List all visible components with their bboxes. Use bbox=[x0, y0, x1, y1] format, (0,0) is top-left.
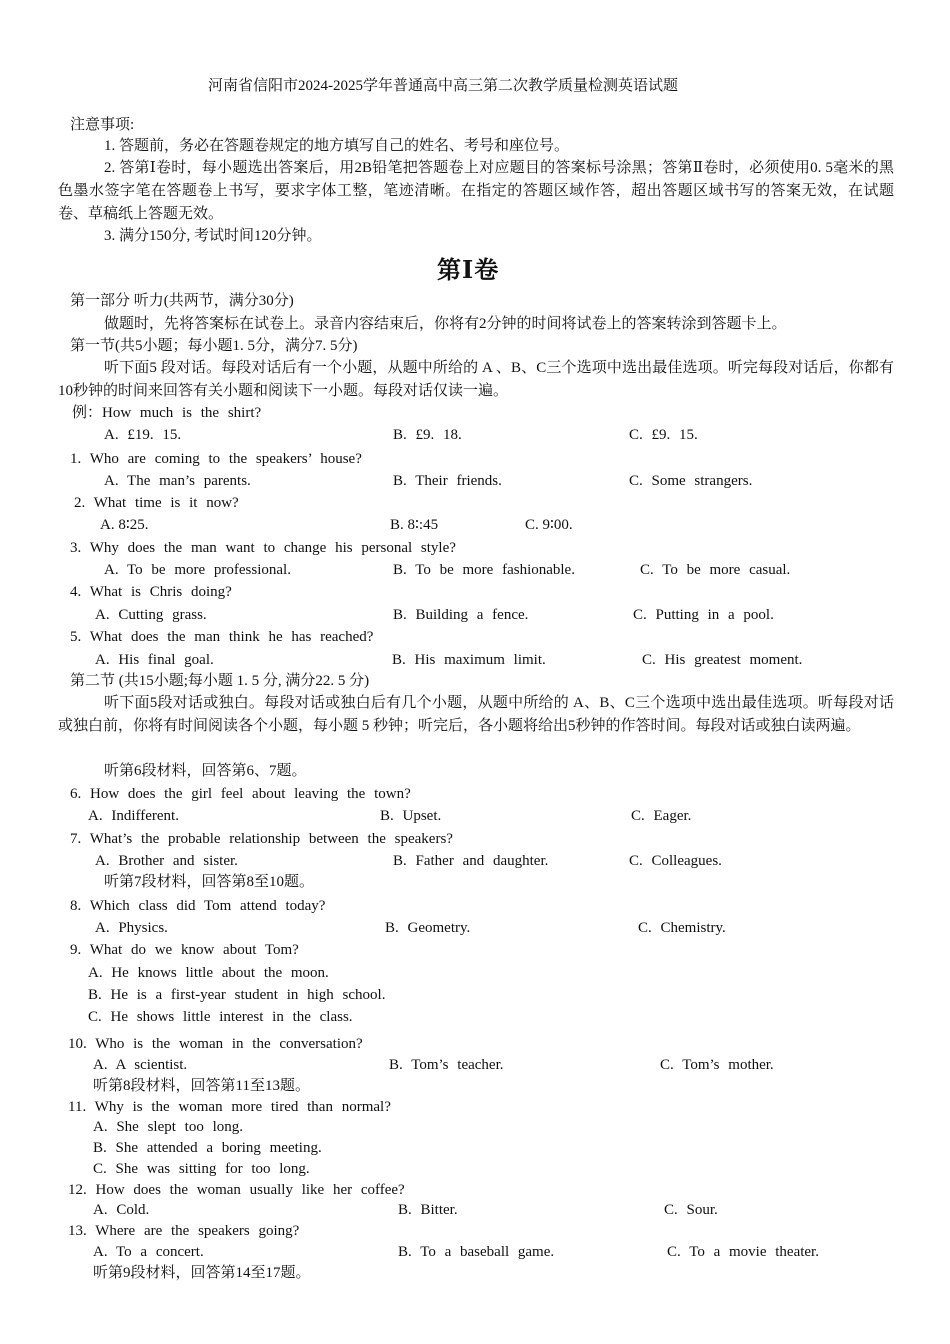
q8-option-a: A. Physics. bbox=[95, 920, 168, 936]
q7-option-b: B. Father and daughter. bbox=[393, 853, 549, 869]
q2-option-a: A. 8∶25. bbox=[100, 517, 149, 533]
question-2: 2. What time is it now? bbox=[74, 495, 239, 511]
q2-option-c: C. 9∶00. bbox=[525, 517, 573, 533]
q6-option-b: B. Upset. bbox=[380, 808, 442, 824]
q6-option-c: C. Eager. bbox=[631, 808, 692, 824]
q10-option-c: C. Tom’s mother. bbox=[660, 1057, 774, 1073]
q13-option-b: B. To a baseball game. bbox=[398, 1244, 555, 1260]
material-8: 听第8段材料，回答第11至13题。 bbox=[93, 1078, 310, 1094]
q5-option-a: A. His final goal. bbox=[95, 652, 214, 668]
q11-option-b: B. She attended a boring meeting. bbox=[93, 1140, 322, 1156]
section2-heading: 第二节 (共15小题;每小题 1. 5 分, 满分22. 5 分) bbox=[70, 673, 370, 689]
part1-instruction: 做题时，先将答案标在试卷上。录音内容结束后，你将有2分钟的时间将试卷上的答案转涂到答题卡上。 bbox=[104, 316, 787, 332]
section2-instruction: 听下面5段对话或独白。每段对话或独白后有几个小题，从题中所给的 A、B、C三个选项中选出最佳选项。听每段对话或独白前，你将有时间阅读各个小题，每小题 5 秒钟；听完后，各小题将给出5秒钟的作答时间。每段对话或独白读两遍。 bbox=[58, 695, 894, 734]
q12-option-a: A. Cold. bbox=[93, 1202, 150, 1218]
question-4: 4. What is Chris doing? bbox=[70, 584, 232, 600]
material-7: 听第7段材料，回答第8至10题。 bbox=[104, 874, 315, 890]
q3-option-a: A. To be more professional. bbox=[104, 562, 291, 578]
q9-option-c: C. He shows little interest in the class. bbox=[88, 1009, 353, 1025]
q3-option-c: C. To be more casual. bbox=[640, 562, 791, 578]
q4-option-c: C. Putting in a pool. bbox=[633, 607, 774, 623]
question-12: 12. How does the woman usually like her coffee? bbox=[68, 1182, 405, 1198]
q9-option-b: B. He is a first-year student in high school. bbox=[88, 987, 386, 1003]
q1-option-c: C. Some strangers. bbox=[629, 473, 753, 489]
notes-heading: 注意事项: bbox=[70, 117, 135, 133]
section1-instruction: 听下面5 段对话。每段对话后有一个小题，从题中所给的 A 、B、C三个选项中选出最佳选项。听完每段对话后，你都有 10秒钟的时间来回答有关小题和阅读下一小题。每段对话仅读一遍。 bbox=[58, 360, 894, 399]
part1-heading: 第一部分 听力(共两节，满分30分) bbox=[70, 293, 294, 309]
q1-option-a: A. The man’s parents. bbox=[104, 473, 251, 489]
question-3: 3. Why does the man want to change his personal style? bbox=[70, 540, 456, 556]
question-5: 5. What does the man think he has reached? bbox=[70, 629, 374, 645]
material-6: 听第6段材料，回答第6、7题。 bbox=[104, 763, 307, 779]
volume-title: 第Ⅰ卷 bbox=[437, 258, 500, 284]
q12-option-c: C. Sour. bbox=[664, 1202, 718, 1218]
material-9: 听第9段材料，回答第14至17题。 bbox=[93, 1265, 311, 1281]
q8-option-c: C. Chemistry. bbox=[638, 920, 726, 936]
q6-option-a: A. Indifferent. bbox=[88, 808, 179, 824]
question-10: 10. Who is the woman in the conversation? bbox=[68, 1036, 363, 1052]
q8-option-b: B. Geometry. bbox=[385, 920, 471, 936]
q10-option-b: B. Tom’s teacher. bbox=[389, 1057, 504, 1073]
q4-option-a: A. Cutting grass. bbox=[95, 607, 207, 623]
q7-option-a: A. Brother and sister. bbox=[95, 853, 238, 869]
question-9: 9. What do we know about Tom? bbox=[70, 942, 299, 958]
q2-option-b: B. 8∶:45 bbox=[390, 517, 439, 533]
q12-option-b: B. Bitter. bbox=[398, 1202, 458, 1218]
q3-option-b: B. To be more fashionable. bbox=[393, 562, 575, 578]
q5-option-c: C. His greatest moment. bbox=[642, 652, 803, 668]
q11-option-a: A. She slept too long. bbox=[93, 1119, 243, 1135]
q9-option-a: A. He knows little about the moon. bbox=[88, 965, 329, 981]
section1-heading: 第一节(共5小题；每小题1. 5分，满分7. 5分) bbox=[70, 338, 358, 354]
note-3: 3. 满分150分, 考试时间120分钟。 bbox=[104, 228, 322, 244]
example-option-b: B. £9. 18. bbox=[393, 427, 462, 443]
question-8: 8. Which class did Tom attend today? bbox=[70, 898, 326, 914]
question-11: 11. Why is the woman more tired than normal? bbox=[68, 1099, 391, 1115]
exam-title: 河南省信阳市2024-2025学年普通高中高三第二次教学质量检测英语试题 bbox=[208, 78, 678, 94]
question-1: 1. Who are coming to the speakers’ house? bbox=[70, 451, 362, 467]
example-question: 例：How much is the shirt? bbox=[72, 405, 262, 421]
question-6: 6. How does the girl feel about leaving the town? bbox=[70, 786, 411, 802]
q13-option-c: C. To a movie theater. bbox=[667, 1244, 819, 1260]
q10-option-a: A. A scientist. bbox=[93, 1057, 188, 1073]
example-option-c: C. £9. 15. bbox=[629, 427, 698, 443]
q1-option-b: B. Their friends. bbox=[393, 473, 502, 489]
question-13: 13. Where are the speakers going? bbox=[68, 1223, 300, 1239]
q11-option-c: C. She was sitting for too long. bbox=[93, 1161, 310, 1177]
question-7: 7. What’s the probable relationship between the speakers? bbox=[70, 831, 453, 847]
q13-option-a: A. To a concert. bbox=[93, 1244, 204, 1260]
q5-option-b: B. His maximum limit. bbox=[392, 652, 546, 668]
q4-option-b: B. Building a fence. bbox=[393, 607, 529, 623]
q7-option-c: C. Colleagues. bbox=[629, 853, 722, 869]
example-option-a: A. £19. 15. bbox=[104, 427, 182, 443]
note-2: 2. 答第Ⅰ卷时，每小题选出答案后，用2B铅笔把答题卷上对应题目的答案标号涂黑；答第Ⅱ卷时，必须使用0. 5毫米的黑色墨水签字笔在答题卷上书写，要求字体工整，笔迹清晰。在指定的答题区域作答，超出答题区域书写的答案无效，在试题卷、草稿纸上答题无效。 bbox=[58, 160, 894, 222]
note-1: 1. 答题前，务必在答题卷规定的地方填写自己的姓名、考号和座位号。 bbox=[104, 138, 570, 154]
